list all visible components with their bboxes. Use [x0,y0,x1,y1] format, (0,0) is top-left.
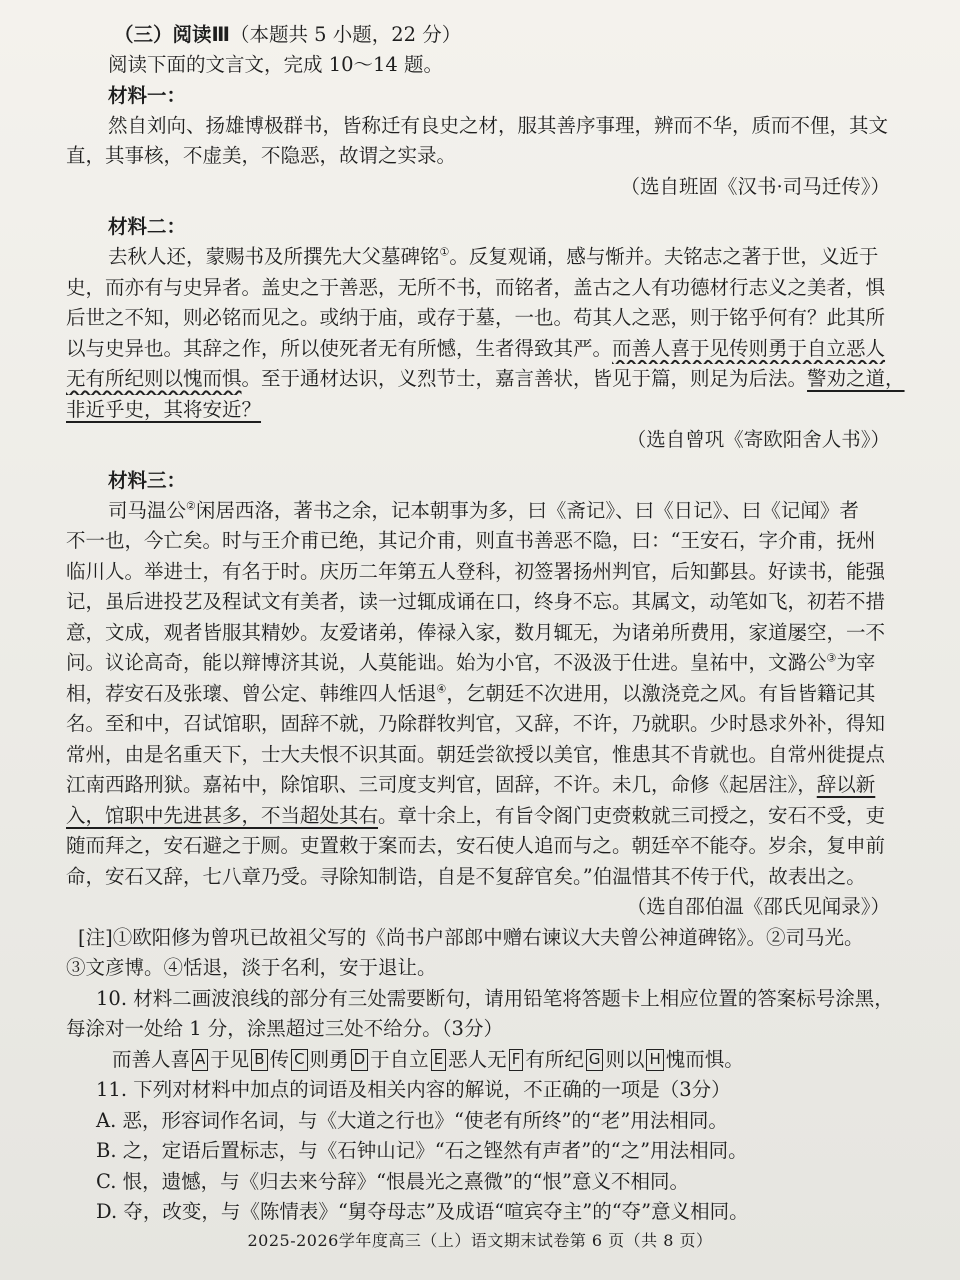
material1-source: （选自班固《汉书·司马迁传》） [620,174,890,198]
material2-line-3: 后世之不知，则必铭而见之。或纳于庙，或存于墓，一也。苟其人之恶，则于铭乎何有？此其所 [66,306,886,329]
q10-segment: 则以 [605,1047,645,1071]
material3-text: 江南西路刑狱。嘉祐中，除馆职、三司度支判官，固辞，不许。未几，命修《起居注》， [66,773,817,796]
material3-text: 司马温公 [108,498,187,522]
material3-line-10 [66,770,912,801]
material3-line-2: 不一也，今亡矣。时与王介甫已绝，其记介甫，则直书善恶不隐，曰：“王安石，字介甫，抚州 [66,529,876,552]
material3-line-4: 记，虽后进投艺及程试文有美者，读一过辄成诵在口，终身不忘。其属文，动笔如飞，初若不措 [66,590,886,613]
footnote-marker-3: ③ [826,651,837,665]
answer-box-b[interactable]: B [251,1049,267,1071]
material2-line-6 [66,395,912,426]
material3-line-5: 意，文成，观者皆服其精妙。友爱诸弟，俸禄入家，数月辄无，为诸弟所费用，家道屡空，一不 [66,620,886,644]
material3-line-3: 临川人。举进士，有名于时。庆历二年第五人登科，初签署扬州判官，后知鄞县。好读书，能强 [66,559,886,583]
material3-line-8: 名。至和中，召试馆职，固辞不就，乃除群牧判官，又辞，不许，乃就职。少时恳求外补，得知 [66,712,886,735]
answer-box-a[interactable]: A [192,1049,208,1071]
material2-text: 以与史异也。其辞之作，所以使死者无有所憾，生者得致其严。 [66,336,613,360]
material3-text: 相，荐安石及张瓌、曾公定、韩维四人恬退 [66,681,437,705]
material3-line-6 [66,648,912,679]
section-title: （三）阅读Ⅲ [114,23,230,46]
section-heading [66,20,912,50]
q10-segment: 则勇 [309,1047,349,1071]
answer-box-h[interactable]: H [646,1049,663,1071]
material2-text: 。反复观诵，感与惭并。夫铭志之著于世，义近于 [449,245,879,268]
material3-text: ，乞朝廷不次进用，以激浇竞之风。有旨皆籍记其 [446,681,876,705]
material2-line-2: 史，而亦有与史异者。盖史之于善恶，无所不书，而铭者，盖古之人有功德材行志义之美者，惧 [66,275,886,299]
footnote-marker-2: ② [186,499,196,512]
answer-box-d[interactable]: D [351,1049,369,1071]
q11-option-d[interactable]: D. 夺，改变，与《陈情表》“舅夺母志”及成语“喧宾夺主”的“夺”意义相同。 [96,1200,749,1223]
q10-segment: 于见 [210,1047,250,1071]
material3-line-11 [66,801,912,832]
wavy-underlined-passage: 无有所纪则以愧而惧 [66,367,242,390]
material3-text: 。章十余上，有旨令阁门吏赍敕就三司授之，安石不受，吏 [378,803,886,827]
answer-box-e[interactable]: E [431,1049,446,1071]
q11-option-b[interactable]: B. 之，定语后置标志，与《石钟山记》“石之铿然有声者”的“之”用法相同。 [96,1139,748,1162]
q10-sentence [66,1045,912,1076]
material2-line-4 [66,334,912,365]
footnotes-line-1: [注]①欧阳修为曾巩已故祖父写的《尚书户部郎中赠右谏议大夫曾公神道碑铭》。②司马光。 [78,925,864,949]
material3-line-1 [66,496,912,527]
material3-text: 为宰 [836,651,876,674]
underlined-sentence: 非近乎史，其将安近？ [66,397,262,421]
material1-line-2: 直，其事核，不虚美，不隐恶，故谓之实录。 [66,144,457,167]
q10-segment: 有所纪 [525,1047,584,1071]
material3-line-12: 随而拜之，安石避之于厕。吏置敕于案而去，安石使人追而与之。朝廷卒不能夺。岁余，复申前 [66,834,886,857]
wavy-underlined-passage: 而善人喜于见传则勇于自立恶人 [612,336,886,360]
material3-heading: 材料三： [108,468,187,492]
material3-text: 闲居西洛，著书之余，记本朝事为多，曰《斋记》、曰《日记》、曰《记闻》者 [195,498,859,522]
footnotes-line-2: ③文彦博。④恬退，淡于名利，安于退让。 [66,956,437,979]
q10-segment: 恶人无 [448,1047,507,1071]
q11-stem: 11. 下列对材料中加点的词语及相关内容的解说，不正确的一项是（3分） [96,1078,731,1101]
material2-text: 。至于通材达识，义烈节士，嘉言善状，皆见于篇，则足为后法。 [241,367,808,390]
q10-stem-line-1: 10. 材料二画波浪线的部分有三处需要断句，请用铅笔将答题卡上相应位置的答案标号涂黑， [96,986,894,1010]
q11-option-c[interactable]: C. 恨，遗憾，与《归去来兮辞》“恨晨光之熹微”的“恨”意义不相同。 [96,1169,689,1193]
answer-box-c[interactable]: C [291,1049,307,1071]
section-instruction: 阅读下面的文言文，完成 10～14 题。 [108,53,444,76]
underlined-sentence: 入，馆职中先进甚多，不当超处其右 [66,803,379,827]
underlined-sentence: 警劝之道， [807,367,905,390]
q10-segment: 而善人喜 [112,1047,191,1071]
material3-text: 问。议论高奇，能以辩博济其说，人莫能诎。始为小官，不汲汲于仕进。皇祐中，文潞公 [66,651,827,674]
material1-line-1: 然自刘向、扬雄博极群书，皆称迁有良史之材，服其善序事理，辨而不华，质而不俚，其文 [108,113,889,137]
material2-heading: 材料二： [108,215,187,238]
footnote-marker-1: ① [439,245,450,259]
q10-segment: 愧而惧。 [665,1047,744,1071]
page-footer: 2025-2026学年度高三（上）语文期末试卷第 6 页（共 8 页） [247,1231,713,1250]
q10-segment: 于自立 [370,1047,429,1071]
material1-heading: 材料一： [108,83,187,107]
page-content [66,20,912,1228]
material3-line-9: 常州，由是名重天下，士大夫恨不识其面。朝廷尝欲授以美官，惟患其不肯就也。自常州徙提点 [66,742,886,766]
underlined-sentence: 辞以新 [816,773,876,796]
answer-box-f[interactable]: F [509,1049,524,1071]
q10-segment: 传 [269,1047,290,1071]
footnote-marker-4: ④ [436,682,447,695]
material3-source: （选自邵伯温《邵氏见闻录》） [626,895,890,918]
material2-line-1 [66,242,912,273]
material2-text: 去秋人还，蒙赐书及所撰先大父墓碑铭 [108,245,440,268]
section-subtitle: （本题共 5 小题，22 分） [229,23,462,46]
material3-line-7 [66,679,912,710]
material3-line-13: 命，安石又辞，七八章乃受。寻除知制诰，自是不复辞官矣。”伯温惜其不传于代，故表出之。 [66,864,866,888]
q10-stem-line-2: 每涂对一处给 1 分，涂黑超过三处不给分。（3分） [66,1017,503,1040]
material2-source: （选自曾巩《寄欧阳舍人书》） [626,428,890,451]
q11-option-a[interactable]: A. 恶，形容词作名词，与《大道之行也》“使老有所终”的“老”用法相同。 [96,1108,728,1132]
material2-line-5 [66,364,912,395]
answer-box-g[interactable]: G [586,1049,604,1071]
